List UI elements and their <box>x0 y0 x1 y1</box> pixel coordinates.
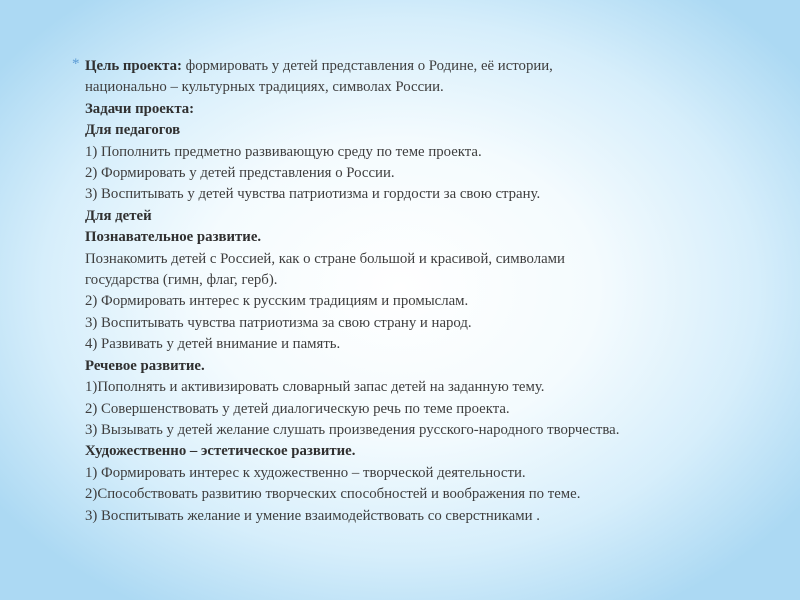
teachers-heading: Для педагогов <box>85 122 181 139</box>
artistic-item: 1) Формировать интерес к художественно – творческой деятельности. <box>85 464 526 481</box>
cognitive-item: 2) Формировать интерес к русским традициям и промыслам. <box>85 293 469 310</box>
cognitive-item: государства (гимн, флаг, герб). <box>85 272 278 289</box>
tasks-heading: Задачи проекта: <box>85 100 195 117</box>
goal-text-line-1: формировать у детей представления о Родине, её истории, <box>181 58 553 74</box>
cognitive-item: Познакомить детей с Россией, как о стране большой и красивой, символами <box>85 250 565 267</box>
goal-line-1 <box>72 56 772 77</box>
cognitive-heading: Познавательное развитие. <box>85 229 262 246</box>
artistic-item: 3) Воспитывать желание и умение взаимодействовать со сверстниками . <box>85 507 540 524</box>
goal-label: Цель проекта: <box>85 58 182 74</box>
speech-item: 2) Совершенствовать у детей диалогическую речь по теме проекта. <box>85 400 510 417</box>
slide-text-body <box>72 56 772 527</box>
teachers-item: 3) Воспитывать у детей чувства патриотизма и гордости за свою страну. <box>85 186 541 203</box>
teachers-item: 2) Формировать у детей представления о России. <box>85 165 395 182</box>
teachers-item: 1) Пополнить предметно развивающую среду по теме проекта. <box>85 143 482 160</box>
speech-item: 1)Пополнять и активизировать словарный запас детей на заданную тему. <box>85 379 545 396</box>
speech-item: 3) Вызывать у детей желание слушать произведения русского-народного творчества. <box>85 421 620 438</box>
cognitive-item: 4) Развивать у детей внимание и память. <box>85 336 341 353</box>
bullet-asterisk-icon: * <box>72 56 80 72</box>
artistic-heading: Художественно – эстетическое развитие. <box>85 443 356 460</box>
children-heading: Для детей <box>85 207 152 224</box>
artistic-item: 2)Способствовать развитию творческих способностей и воображения по теме. <box>85 486 581 503</box>
cognitive-item: 3) Воспитывать чувства патриотизма за свою страну и народ. <box>85 314 472 331</box>
speech-heading: Речевое развитие. <box>85 357 205 374</box>
goal-text-line-2: национально – культурных традициях, символах России. <box>85 79 444 96</box>
